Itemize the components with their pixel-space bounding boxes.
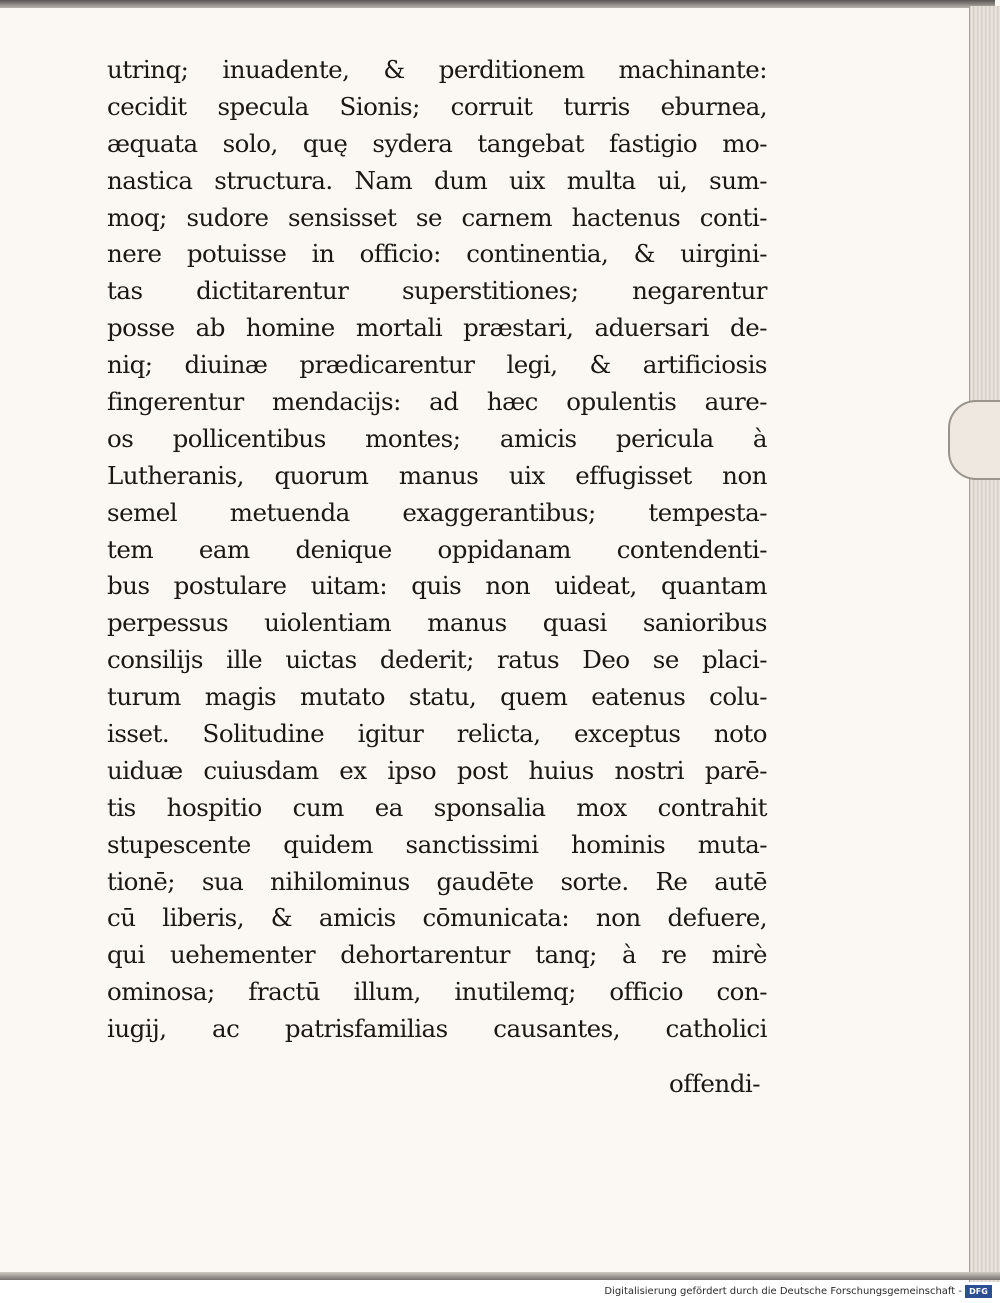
page-top-edge: [0, 0, 995, 8]
text-line: tis hospitio cum ea sponsalia mox contrahit: [107, 792, 767, 822]
text-line: bus postulare uitam: quis non uideat, quantam: [107, 571, 767, 601]
text-line: semel metuenda exaggerantibus; tempesta-: [107, 497, 767, 527]
text-line: uiduæ cuiusdam ex ipso post huius nostri parē-: [107, 755, 767, 785]
footer: [0, 1282, 1000, 1303]
text-line: tem eam denique oppidanam contendenti-: [107, 534, 767, 564]
text-line: fingerentur mendacijs: ad hæc opulentis aure-: [107, 387, 767, 417]
text-line: iugij, ac patrisfamilias causantes, catholici: [107, 1014, 767, 1044]
text-line: qui uehementer dehortarentur tanq; à re mirè: [107, 940, 767, 970]
text-line: perpessus uiolentiam manus quasi sanioribus: [107, 608, 767, 638]
text-line: moq; sudore sensisset se carnem hactenus conti-: [107, 202, 767, 232]
dfg-logo-icon: DFG: [965, 1285, 992, 1298]
text-line: ominosa; fractū illum, inutilemq; officio con-: [107, 977, 767, 1007]
text-line: cū liberis, & amicis cōmunicata: non defuere,: [107, 903, 767, 933]
text-line: utrinq; inuadente, & perditionem machinante:: [107, 55, 767, 84]
page-edges: [969, 6, 1000, 1282]
catchword: offendi-: [669, 1069, 760, 1098]
text-line: os pollicentibus montes; amicis pericula à: [107, 423, 767, 453]
text-line: consilijs ille uictas dederit; ratus Deo se placi-: [107, 645, 767, 675]
text-line: æquata solo, quę sydera tangebat fastigio mo-: [107, 128, 767, 158]
funding-credit: Digitalisierung gefördert durch die Deutsche Forschungsgemeinschaft -: [604, 1286, 962, 1297]
text-line: cecidit specula Sionis; corruit turris eburnea,: [107, 91, 767, 121]
text-line: posse ab homine mortali præstari, aduersari de-: [107, 313, 767, 343]
text-line: stupescente quidem sanctissimi hominis muta-: [107, 829, 767, 859]
text-line: turum magis mutato statu, quem eatenus colu-: [107, 682, 767, 712]
text-line: tas dictitarentur superstitiones; negarentur: [107, 276, 767, 306]
page-bottom-edge: [0, 1272, 1000, 1280]
text-line: nere potuisse in officio: continentia, & uirgini-: [107, 239, 767, 269]
page-clip: [948, 400, 1000, 480]
text-line: Lutheranis, quorum manus uix effugisset non: [107, 460, 767, 490]
text-line: nastica structura. Nam dum uix multa ui, sum-: [107, 165, 767, 195]
text-line: isset. Solitudine igitur relicta, exceptus noto: [107, 719, 767, 749]
text-line: niq; diuinæ prædicarentur legi, & artificiosis: [107, 350, 767, 380]
text-line: tionē; sua nihilominus gaudēte sorte. Re autē: [107, 866, 767, 896]
body-text: [107, 52, 767, 1048]
